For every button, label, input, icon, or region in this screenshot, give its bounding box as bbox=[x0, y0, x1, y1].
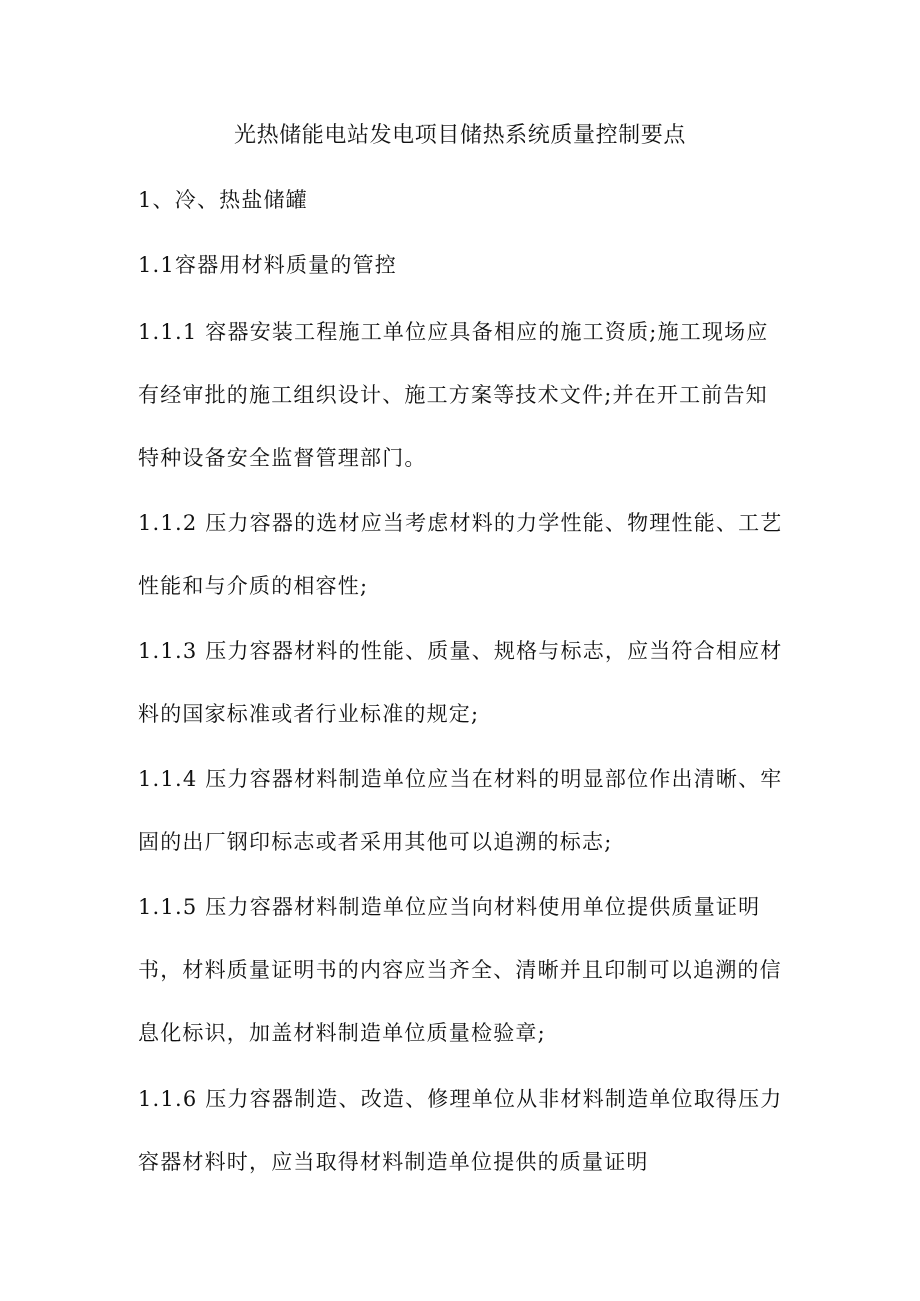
paragraph-1-1-1: 1.1.1 容器安装工程施工单位应具备相应的施工资质;施工现场应有经审批的施工组织设计、施工方案等技术文件;并在开工前告知特种设备安全监督管理部门。 bbox=[138, 320, 769, 470]
section-heading-1: 1、冷、热盐储罐 bbox=[138, 188, 308, 212]
paragraph-1-1-2: 1.1.2 压力容器的选材应当考虑材料的力学性能、物理性能、工艺性能和与介质的相容性; bbox=[138, 511, 783, 598]
paragraph-1-1-3: 1.1.3 压力容器材料的性能、质量、规格与标志，应当符合相应材料的国家标准或者行业标准的规定; bbox=[138, 639, 783, 726]
paragraph-1-1-4: 1.1.4 压力容器材料制造单位应当在材料的明显部位作出清晰、牢固的出厂钢印标志或者采用其他可以追溯的标志; bbox=[138, 767, 783, 854]
paragraph-1-1-6: 1.1.6 压力容器制造、改造、修理单位从非材料制造单位取得压力容器材料时，应当取得材料制造单位提供的质量证明 bbox=[138, 1087, 783, 1174]
paragraph-1-1-5: 1.1.5 压力容器材料制造单位应当向材料使用单位提供质量证明书，材料质量证明书的内容应当齐全、清晰并且印制可以追溯的信息化标识，加盖材料制造单位质量检验章; bbox=[138, 895, 782, 1045]
section-heading-1-1: 1.1容器用材料质量的管控 bbox=[138, 253, 397, 277]
document-title: 光热储能电站发电项目储热系统质量控制要点 bbox=[233, 123, 686, 148]
